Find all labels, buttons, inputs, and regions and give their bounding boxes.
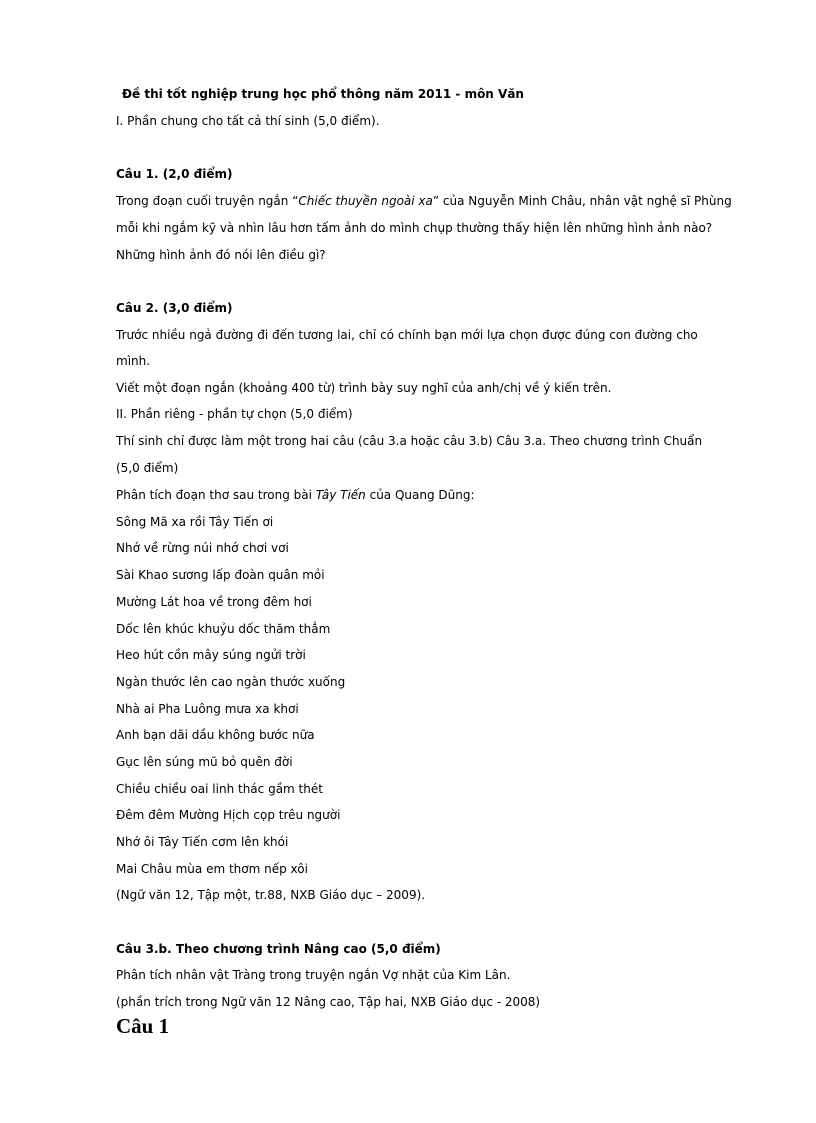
poem-line: Nhà ai Pha Luông mưa xa khơi xyxy=(116,702,299,716)
part2-line-4-pre: Phân tích đoạn thơ sau trong bài xyxy=(116,488,316,502)
exam-title: Đề thi tốt nghiệp trung học phổ thông năm 2011 - môn Văn xyxy=(122,87,524,101)
part2-line-4 xyxy=(116,487,475,503)
part1-heading: I. Phần chung cho tất cả thí sinh (5,0 điểm). xyxy=(116,114,380,128)
cau2-heading: Câu 2. (3,0 điểm) xyxy=(116,301,233,315)
poem-title: Tây Tiến xyxy=(315,488,366,502)
part2-line-2: Thí sinh chỉ được làm một trong hai câu (câu 3.a hoặc câu 3.b) Câu 3.a. Theo chương trình Chuẩn xyxy=(116,434,703,448)
poem-line: Anh bạn dãi dầu không bước nữa xyxy=(116,728,315,742)
poem-line: Đêm đêm Mường Hịch cọp trêu người xyxy=(116,808,341,822)
cau2-line-3: Viết một đoạn ngắn (khoảng 400 từ) trình bày suy nghĩ của anh/chị về ý kiến trên. xyxy=(116,381,612,395)
poem-line: Ngàn thước lên cao ngàn thước xuống xyxy=(116,675,346,689)
poem-line: Nhớ về rừng núi nhớ chơi vơi xyxy=(116,541,289,555)
poem-line: Gục lên súng mũ bỏ quên đời xyxy=(116,755,293,769)
poem-line: Mai Châu mùa em thơm nếp xôi xyxy=(116,862,308,876)
cau3b-heading: Câu 3.b. Theo chương trình Nâng cao (5,0 điểm) xyxy=(116,942,441,956)
cau2-line-2: mình. xyxy=(116,354,151,368)
cau1-line-1 xyxy=(116,193,732,209)
cau1-story-title: Chiếc thuyền ngoài xa xyxy=(298,194,433,208)
poem-source: (Ngữ văn 12, Tập một, tr.88, NXB Giáo dục – 2009). xyxy=(116,888,426,902)
cau1-heading: Câu 1. (2,0 điểm) xyxy=(116,167,233,181)
poem-line: Heo hút cồn mây súng ngửi trời xyxy=(116,648,306,662)
cau1-line-1-post: ” của Nguyễn Minh Châu, nhân vật nghệ sĩ Phùng xyxy=(432,194,732,208)
poem-line: Sông Mã xa rồi Tây Tiến ơi xyxy=(116,515,274,529)
poem-line: Sài Khao sương lấp đoàn quân mỏi xyxy=(116,568,325,582)
poem-line: Nhớ ôi Tây Tiến cơm lên khói xyxy=(116,835,289,849)
answer-heading: Câu 1 xyxy=(116,1014,170,1038)
poem-line: Chiều chiều oai linh thác gầm thét xyxy=(116,782,323,796)
poem-line: Mường Lát hoa về trong đêm hơi xyxy=(116,595,312,609)
cau3b-line-2: (phần trích trong Ngữ văn 12 Nâng cao, Tập hai, NXB Giáo dục - 2008) xyxy=(116,995,541,1009)
part2-line-4-post: của Quang Dũng: xyxy=(365,488,475,502)
cau1-line-3: Những hình ảnh đó nói lên điều gì? xyxy=(116,248,326,262)
poem-line: Dốc lên khúc khuỷu dốc thăm thẳm xyxy=(116,622,331,636)
cau1-line-2: mỗi khi ngắm kỹ và nhìn lâu hơn tấm ảnh do mình chụp thường thấy hiện lên những hình ảnh nào? xyxy=(116,221,713,235)
cau2-line-1: Trước nhiều ngả đường đi đến tương lai, chỉ có chính bạn mới lựa chọn được đúng con đường cho xyxy=(116,328,698,342)
cau3b-line-1: Phân tích nhân vật Tràng trong truyện ngắn Vợ nhặt của Kim Lân. xyxy=(116,968,511,982)
part2-line-3: (5,0 điểm) xyxy=(116,461,179,475)
part2-heading: II. Phần riêng - phần tự chọn (5,0 điểm) xyxy=(116,407,353,421)
cau1-line-1-pre: Trong đoạn cuối truyện ngắn “ xyxy=(116,194,299,208)
